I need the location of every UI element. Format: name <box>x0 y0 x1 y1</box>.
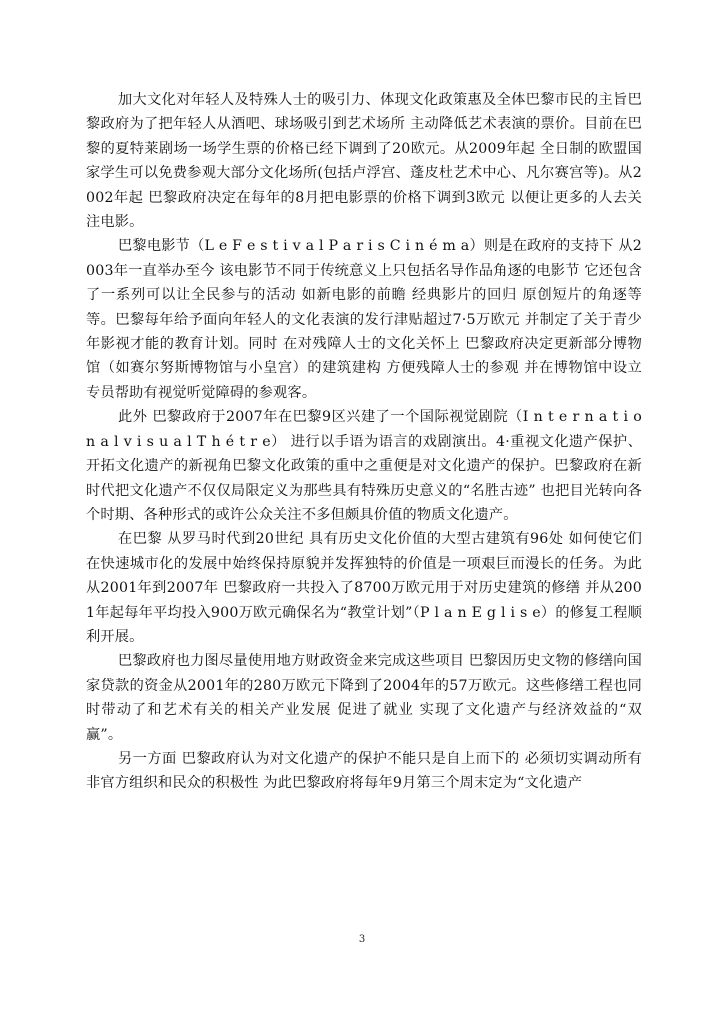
document-body <box>86 88 642 796</box>
paragraph-heritage-participation: 另一方面 巴黎政府认为对文化遗产的保护不能只是自上而下的 必须切实调动所有非官方组织和民众的积极性 为此巴黎政府将每年9月第三个周末定为“文化遗产 <box>86 750 642 792</box>
paragraph-paris-cinema-festival: 巴黎电影节（L e F e s t i v a l P a r i s C i n é m a）则是在政府的支持下 从2003年一直举办至今 该电影节不同于传统意义上只包括名导作品角逐的电影节 它还包含了一系列可以让全民参与的活动 如新电影的前瞻 经典影片的回归 原创短片的角逐等等。巴黎每年给予面向年轻人的文化表演的发行津贴超过7·5万欧元 并制定了关于青少年影视才能的教育计划。同时 在对残障人士的文化关怀上 巴黎政府决定更新部分博物馆（如赛尔努斯博物馆与小皇宫）的建筑建构 方便残障人士的参观 并在博物馆中设立专员帮助有视觉听觉障碍的参观客。 <box>86 238 642 401</box>
paragraph-local-financing: 巴黎政府也力图尽量使用地方财政资金来完成这些项目 巴黎因历史文物的修缮向国家贷款的资金从2001年的280万欧元下降到了2004年的57万欧元。这些修缮工程也同时带动了和艺术有关的相关产业发展 促进了就业 实现了文化遗产与经济效益的“双赢”。 <box>86 653 642 743</box>
paragraph-youth-arts-pricing: 加大文化对年轻人及特殊人士的吸引力、体现文化政策惠及全体巴黎市民的主旨巴黎政府为了把年轻人从酒吧、球场吸引到艺术场所 主动降低艺术表演的票价。目前在巴黎的夏特莱剧场一场学生票的价格已经下调到了20欧元。从2009年起 全日制的欧盟国家学生可以免费参观大部分文化场所(包括卢浮宫、蓬皮杜艺术中心、凡尔赛宫等)。从2002年起 巴黎政府决定在每年的8月把电影票的价格下调到3欧元 以便让更多的人去关注电影。 <box>86 92 642 231</box>
paragraph-historic-buildings: 在巴黎 从罗马时代到20世纪 具有历史文化价值的大型古建筑有96处 如何使它们在快速城市化的发展中始终保持原貌并发挥独特的价值是一项艰巨而漫长的任务。为此 从2001年到2007年 巴黎政府一共投入了8700万欧元用于对历史建筑的修缮 并从2001年起每年平均投入900万欧元确保名为“教堂计划”（P l a n E g l i s e）的修复工程顺利开展。 <box>86 531 642 645</box>
page-number: 3 <box>358 934 366 945</box>
paragraph-international-visual-theatre: 此外 巴黎政府于2007年在巴黎9区兴建了一个国际视觉剧院（I n t e r n a t i o n a l v i s u a l T h é t r e） 进行以手语为语言的戏剧演出。4·重视文化遗产保护、开拓文化遗产的新视角巴黎文化政策的重中之重便是对文化遗产的保护。巴黎政府在新时代把文化遗产不仅仅局限定义为那些具有特殊历史意义的“名胜古迹” 也把目光转向各个时期、各种形式的或许公众关注不多但颇具价值的物质文化遗产。 <box>86 409 642 523</box>
